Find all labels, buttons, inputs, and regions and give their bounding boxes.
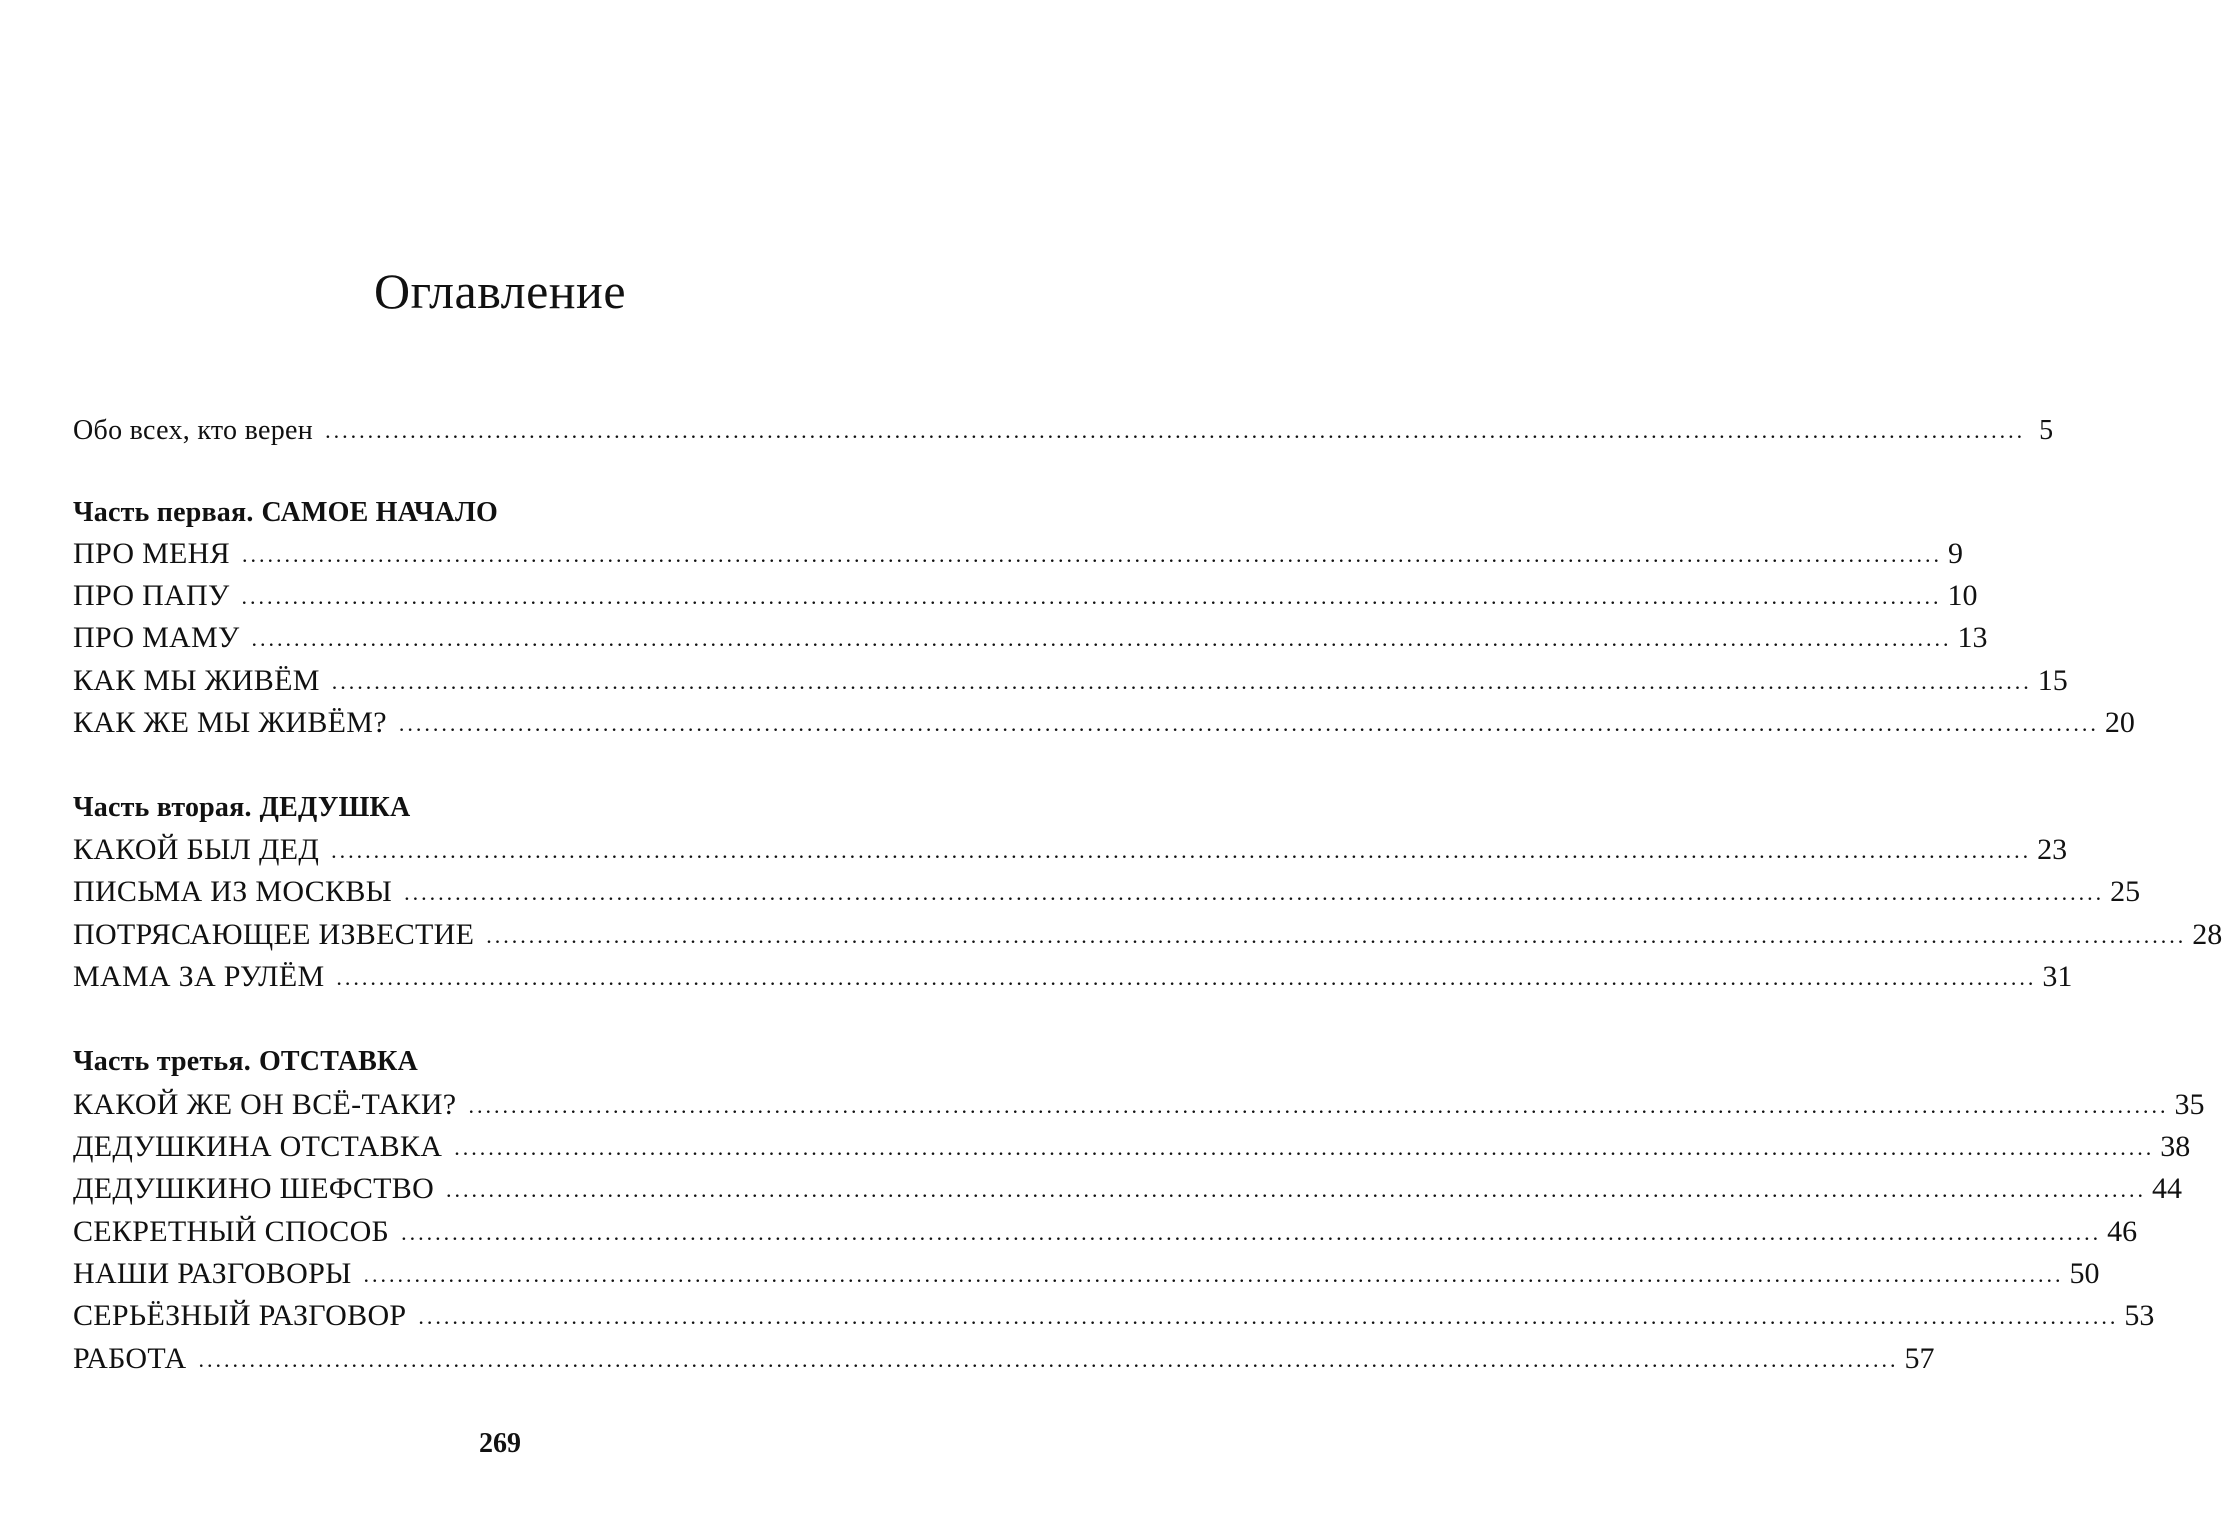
toc-entry-label: ПОТРЯСАЮЩЕЕ ИЗВЕСТИЕ	[73, 918, 475, 951]
dot-leader: ........................................................................................................................................................................................................	[404, 880, 2105, 905]
toc-entry[interactable]	[73, 660, 2068, 702]
toc-entry-label: ПРО МЕНЯ	[73, 537, 230, 570]
toc-entry-label: НАШИ РАЗГОВОРЫ	[73, 1257, 352, 1290]
toc-entry-page-number: 25	[2110, 875, 2141, 908]
dot-leader: ........................................................................................................................................................................................................	[198, 1347, 1899, 1372]
part-title: ОТСТАВКА	[258, 1046, 418, 1077]
dot-leader: ........................................................................................................................................................................................................	[251, 626, 1952, 651]
toc-entry[interactable]	[73, 617, 1988, 659]
toc-entry-label: МАМА ЗА РУЛЁМ	[73, 960, 325, 993]
toc-entry-page-number: 5	[2039, 415, 2054, 446]
toc-entry-label: Обо всех, кто верен	[73, 415, 314, 446]
page-number-footer: 269	[479, 1428, 521, 1459]
toc-entry[interactable]	[73, 829, 2068, 871]
toc-entry-label: РАБОТА	[73, 1342, 187, 1375]
toc-entry-page-number: 23	[2037, 833, 2068, 866]
toc-entry-page-number: 57	[1904, 1342, 1935, 1375]
toc-entry-page-number: 38	[2160, 1130, 2191, 1163]
part-label: Часть третья.	[73, 1046, 251, 1077]
dot-leader: ........................................................................................................................................................................................................	[241, 584, 1942, 609]
toc-entry-label: КАКОЙ ЖЕ ОН ВСЁ-ТАКИ?	[73, 1088, 457, 1121]
toc-entry-page-number: 35	[2174, 1088, 2205, 1121]
toc-entry-page-number: 31	[2042, 960, 2073, 993]
toc-entry-page-number: 28	[2192, 918, 2222, 951]
dot-leader: ........................................................................................................................................................................................................	[398, 711, 2099, 736]
part-heading-2	[73, 788, 410, 828]
toc-entry[interactable]	[73, 956, 2073, 998]
toc-entry-label: ПИСЬМА ИЗ МОСКВЫ	[73, 875, 393, 908]
dot-leader: ........................................................................................................................................................................................................	[486, 923, 2187, 948]
toc-entry-label: КАК ЖЕ МЫ ЖИВЁМ?	[73, 706, 387, 739]
toc-entry-label: ДЕДУШКИНО ШЕФСТВО	[73, 1172, 435, 1205]
toc-entry[interactable]	[73, 1126, 2191, 1168]
toc-entry-page-number: 20	[2104, 706, 2135, 739]
toc-entry-label: СЕКРЕТНЫЙ СПОСОБ	[73, 1215, 390, 1248]
toc-entry[interactable]	[73, 1211, 2138, 1253]
dot-leader: ........................................................................................................................................................................................................	[336, 965, 2037, 990]
page-title: Оглавление	[373, 263, 627, 319]
toc-entry[interactable]	[73, 1338, 1935, 1380]
toc-entry[interactable]	[73, 914, 2222, 956]
toc-entry[interactable]	[73, 1168, 2183, 1210]
dot-leader: ........................................................................................................................................................................................................	[363, 1262, 2064, 1287]
toc-entry-page-number: 13	[1957, 621, 1988, 654]
toc-entry[interactable]	[73, 871, 2141, 913]
toc-entry-label: КАК МЫ ЖИВЁМ	[73, 664, 320, 697]
part-title: САМОЕ НАЧАЛО	[261, 497, 499, 528]
dot-leader: ........................................................................................................................................................................................................	[468, 1093, 2169, 1118]
toc-entry-page-number: 50	[2069, 1257, 2100, 1290]
toc-entry-page-number: 9	[1947, 537, 1963, 570]
toc-entry-page-number: 46	[2107, 1215, 2138, 1248]
dot-leader: ........................................................................................................................................................................................................	[241, 542, 1942, 567]
toc-entry[interactable]	[73, 533, 1963, 575]
dot-leader: ........................................................................................................................................................................................................	[454, 1135, 2155, 1160]
toc-entry-label: КАКОЙ БЫЛ ДЕД	[73, 833, 320, 866]
toc-entry[interactable]	[73, 1253, 2100, 1295]
part-label: Часть первая.	[73, 497, 254, 528]
dot-leader: ........................................................................................................................................................................................................	[331, 669, 2032, 694]
toc-entry-label: ПРО ПАПУ	[73, 579, 230, 612]
toc-entry[interactable]	[73, 1084, 2205, 1126]
toc-entry-label: ПРО МАМУ	[73, 621, 240, 654]
dot-leader: ........................................................................................................................................................................................................	[331, 838, 2032, 863]
toc-entry-label: СЕРЬЁЗНЫЙ РАЗГОВОР	[73, 1299, 407, 1332]
dot-leader: ........................................................................................................................................................................................................	[418, 1304, 2119, 1329]
toc-entry[interactable]	[73, 702, 2135, 744]
part-heading-1	[73, 493, 498, 533]
part-label: Часть вторая.	[73, 792, 252, 823]
part-heading-3	[73, 1042, 418, 1082]
toc-entry-page-number: 10	[1947, 579, 1978, 612]
toc-entry-intro[interactable]	[73, 410, 2054, 452]
dot-leader: ........................................................................................................................................................................................................	[401, 1220, 2102, 1245]
toc-entry-label: ДЕДУШКИНА ОТСТАВКА	[73, 1130, 443, 1163]
toc-entry-page-number: 44	[2152, 1172, 2183, 1205]
part-title: ДЕДУШКА	[259, 792, 411, 823]
dot-leader: ........................................................................................................................................................................................................	[446, 1177, 2147, 1202]
toc-entry-page-number: 15	[2037, 664, 2068, 697]
toc-entry[interactable]	[73, 1295, 2155, 1337]
toc-entry-page-number: 53	[2124, 1299, 2155, 1332]
dot-leader: ........................................................................................................................................................................................................	[325, 418, 2026, 443]
toc-entry[interactable]	[73, 575, 1978, 617]
